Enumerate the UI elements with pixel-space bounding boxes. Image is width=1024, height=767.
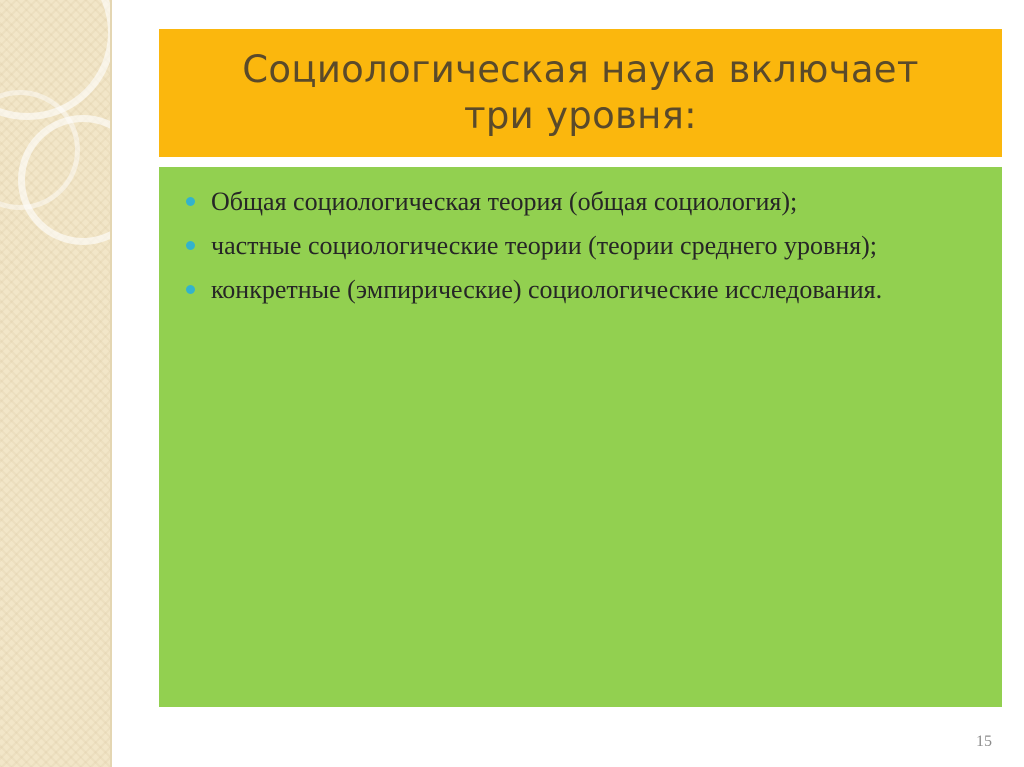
bullet-text: частные социологические теории (теории среднего уровня); [211, 231, 877, 260]
slide-title-line-1: Социологическая наука включает [242, 48, 919, 91]
decorative-side-strip [0, 0, 112, 767]
slide-page-number: 15 [976, 733, 992, 750]
bullet-text: конкретные (эмпирические) социологические исследования. [211, 275, 883, 304]
slide-content-box [159, 167, 1002, 707]
bullet-item [189, 270, 992, 310]
slide-title [242, 47, 918, 139]
bullet-text: Общая социологическая теория (общая социология); [211, 187, 798, 216]
bullet-item [189, 182, 992, 222]
bullet-item [189, 226, 992, 266]
bullet-list [189, 182, 992, 314]
bullet-dot-icon [186, 285, 195, 294]
slide-title-bar [159, 29, 1002, 157]
slide-title-line-2: три уровня: [464, 94, 697, 137]
bullet-dot-icon [186, 197, 195, 206]
bullet-dot-icon [186, 241, 195, 250]
